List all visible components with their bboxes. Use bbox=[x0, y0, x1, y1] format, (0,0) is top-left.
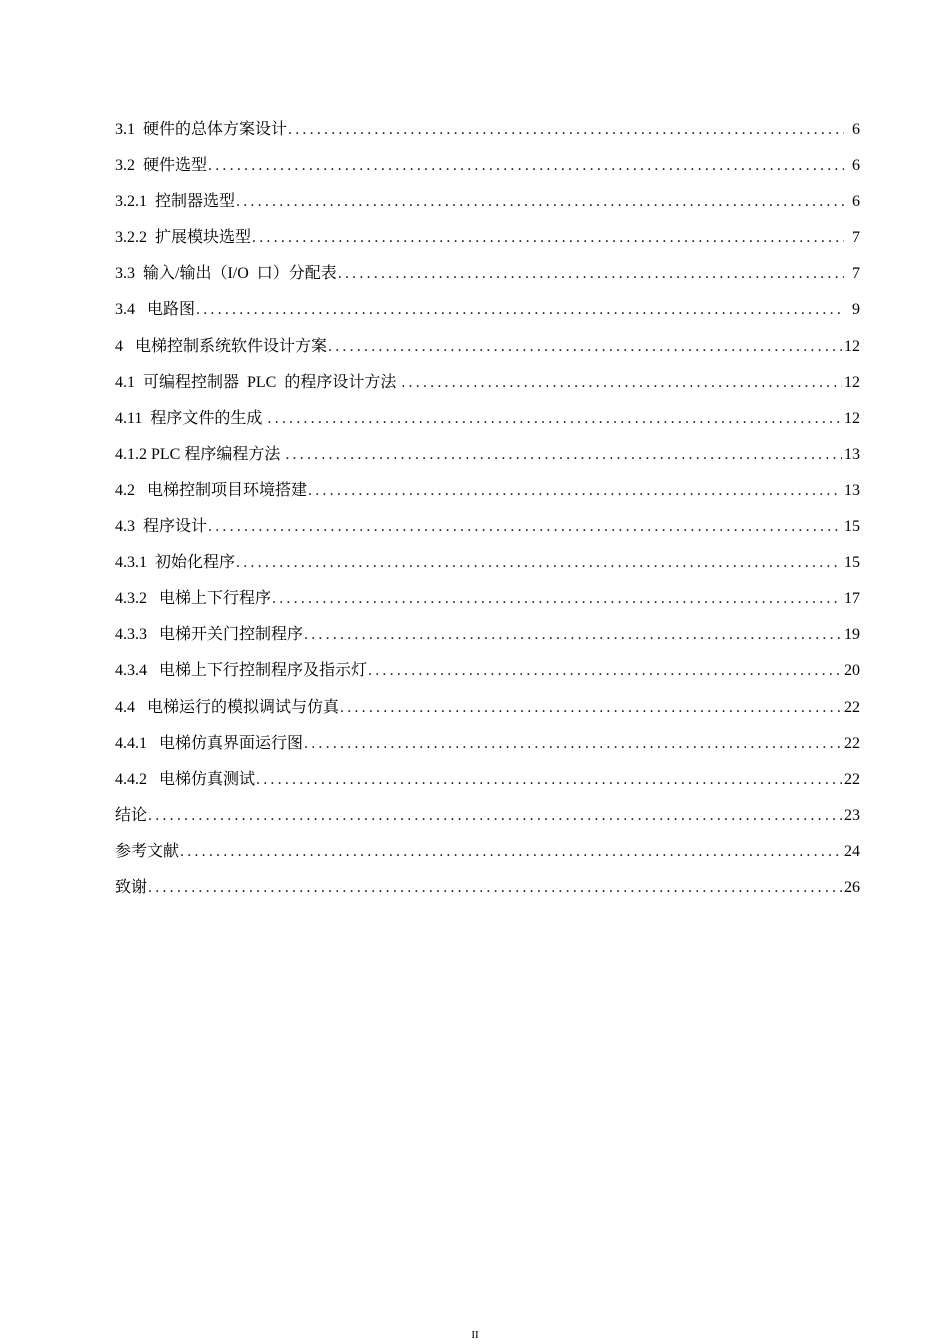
toc-entry-page: 19 bbox=[844, 626, 860, 644]
toc-entry[interactable] bbox=[115, 478, 860, 514]
toc-dot-leader bbox=[267, 406, 842, 432]
toc-entry-page: 6 bbox=[852, 157, 860, 175]
toc-entry[interactable] bbox=[115, 803, 860, 839]
toc-entry-title: 3.4 电路图 bbox=[115, 301, 196, 319]
toc-entry-title: 4.1 可编程控制器 PLC 的程序设计方法 bbox=[115, 373, 401, 391]
toc-entry-page: 26 bbox=[844, 878, 860, 896]
toc-dot-leader bbox=[304, 731, 842, 757]
toc-dot-leader bbox=[208, 514, 842, 540]
toc-dot-leader bbox=[236, 550, 842, 576]
toc-entry[interactable] bbox=[115, 189, 860, 225]
toc-entry[interactable] bbox=[115, 370, 860, 406]
toc-entry-title: 4.2 电梯控制项目环境搭建 bbox=[115, 481, 308, 499]
toc-entry-title: 4.4 电梯运行的模拟调试与仿真 bbox=[115, 698, 340, 716]
toc-entry-page: 22 bbox=[844, 734, 860, 752]
toc-dot-leader bbox=[285, 442, 842, 468]
toc-entry-title: 参考文献 bbox=[115, 842, 180, 860]
toc-entry-title: 4.3.4 电梯上下行控制程序及指示灯 bbox=[115, 662, 368, 680]
toc-entry-title: 3.2.1 控制器选型 bbox=[115, 193, 236, 211]
toc-dot-leader bbox=[401, 370, 842, 396]
toc-entry[interactable] bbox=[115, 297, 860, 333]
toc-dot-leader bbox=[256, 767, 842, 793]
toc-entry[interactable] bbox=[115, 658, 860, 694]
toc-entry-title: 结论 bbox=[115, 806, 148, 824]
toc-entry-title: 4.1.2 PLC 程序编程方法 bbox=[115, 445, 285, 463]
toc-dot-leader bbox=[180, 839, 842, 865]
toc-entry-page: 23 bbox=[844, 806, 860, 824]
toc-entry[interactable] bbox=[115, 442, 860, 478]
toc-entry-title: 致谢 bbox=[115, 878, 148, 896]
toc-entry[interactable] bbox=[115, 839, 860, 875]
toc-dot-leader bbox=[328, 334, 842, 360]
toc-entry[interactable] bbox=[115, 586, 860, 622]
toc-entry-page: 20 bbox=[844, 662, 860, 680]
toc-entry[interactable] bbox=[115, 767, 860, 803]
toc-entry[interactable] bbox=[115, 261, 860, 297]
toc-entry-page: 9 bbox=[852, 301, 860, 319]
toc-entry-page: 12 bbox=[844, 337, 860, 355]
toc-entry[interactable] bbox=[115, 117, 860, 153]
toc-entry[interactable] bbox=[115, 875, 860, 911]
toc-dot-leader bbox=[368, 658, 842, 684]
toc-entry-title: 3.1 硬件的总体方案设计 bbox=[115, 121, 288, 138]
toc-entry[interactable] bbox=[115, 406, 860, 442]
toc-dot-leader bbox=[196, 297, 844, 323]
toc-entry[interactable] bbox=[115, 622, 860, 658]
toc-entry-page: 15 bbox=[844, 518, 860, 536]
toc-entry-title: 4.11 程序文件的生成 bbox=[115, 409, 267, 427]
toc-dot-leader bbox=[208, 153, 844, 179]
toc-dot-leader bbox=[252, 225, 844, 251]
toc-dot-leader bbox=[304, 622, 842, 648]
toc-dot-leader bbox=[308, 478, 842, 504]
toc-entry[interactable] bbox=[115, 731, 860, 767]
toc-entry-page: 12 bbox=[844, 409, 860, 427]
toc-entry-page: 6 bbox=[852, 193, 860, 211]
toc-dot-leader bbox=[148, 875, 842, 901]
toc-entry-page: 13 bbox=[844, 481, 860, 499]
toc-entry[interactable] bbox=[115, 550, 860, 586]
toc-entry-page: 24 bbox=[844, 842, 860, 860]
toc-entry-title: 4.3.3 电梯开关门控制程序 bbox=[115, 626, 304, 644]
toc-dot-leader bbox=[288, 117, 844, 143]
toc-entry-page: 12 bbox=[844, 373, 860, 391]
toc-entry-title: 3.2 硬件选型 bbox=[115, 157, 208, 175]
toc-dot-leader bbox=[148, 803, 842, 829]
toc-entry-title: 4.4.1 电梯仿真界面运行图 bbox=[115, 734, 304, 752]
toc-entry-title: 3.2.2 扩展模块选型 bbox=[115, 229, 252, 247]
toc-entry-title: 3.3 输入/输出（I/O 口）分配表 bbox=[115, 265, 337, 283]
toc-dot-leader bbox=[236, 189, 844, 215]
toc-entry-title: 4.3 程序设计 bbox=[115, 518, 208, 536]
toc-entry-title: 4.4.2 电梯仿真测试 bbox=[115, 770, 256, 788]
toc-entry-page: 17 bbox=[844, 590, 860, 608]
toc-entry-page: 15 bbox=[844, 554, 860, 572]
toc-entry-page: 7 bbox=[852, 229, 860, 247]
toc-entry-title: 4.3.1 初始化程序 bbox=[115, 554, 236, 572]
toc-entry[interactable] bbox=[115, 695, 860, 731]
toc-entry[interactable] bbox=[115, 334, 860, 370]
toc-entry-page: 22 bbox=[844, 770, 860, 788]
toc-dot-leader bbox=[272, 586, 842, 612]
toc-entry-title: 4 电梯控制系统软件设计方案 bbox=[115, 337, 328, 355]
toc-entry[interactable] bbox=[115, 225, 860, 261]
toc-entry-page: 7 bbox=[852, 265, 860, 283]
toc-entry-page: 6 bbox=[852, 121, 860, 138]
table-of-contents bbox=[115, 117, 860, 911]
toc-dot-leader bbox=[340, 695, 842, 721]
toc-entry-page: 13 bbox=[844, 445, 860, 463]
toc-dot-leader bbox=[338, 261, 844, 287]
page-number: II bbox=[471, 1329, 479, 1341]
toc-entry-title: 4.3.2 电梯上下行程序 bbox=[115, 590, 272, 608]
toc-entry-page: 22 bbox=[844, 698, 860, 716]
toc-entry[interactable] bbox=[115, 514, 860, 550]
toc-entry[interactable] bbox=[115, 153, 860, 189]
